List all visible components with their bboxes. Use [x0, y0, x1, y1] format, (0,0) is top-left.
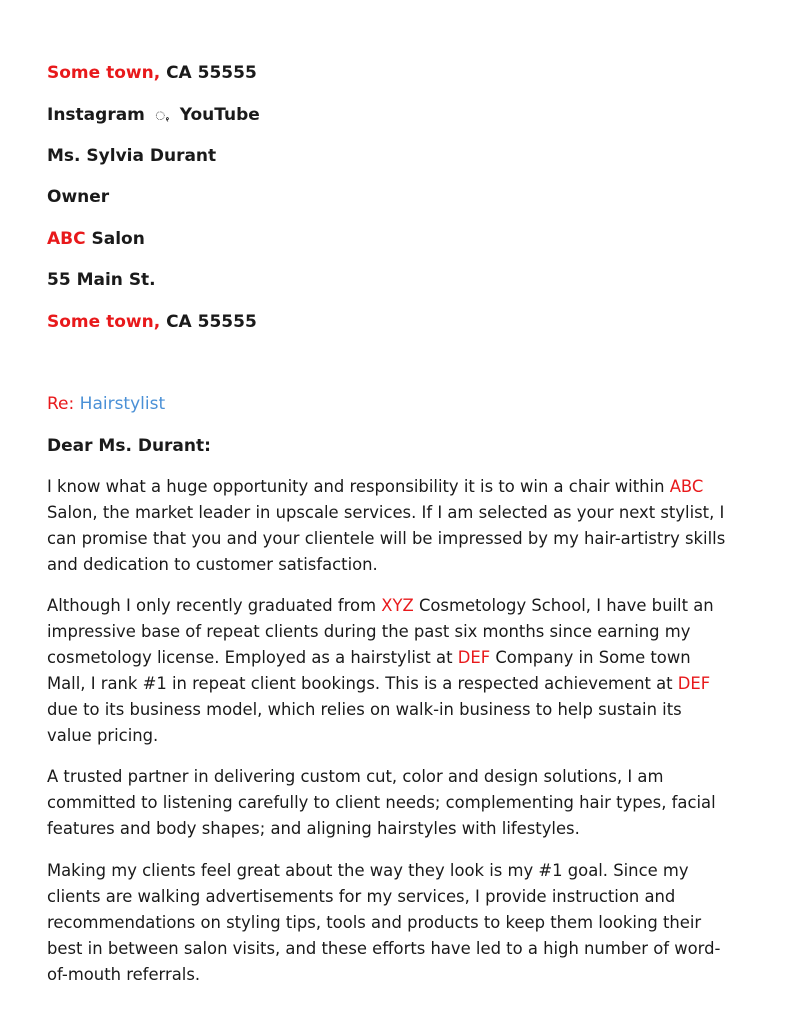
paragraph-line: A trusted partner in delivering custom cut, color and design solutions, I am	[47, 767, 664, 786]
paragraph-line: and dedication to customer satisfaction.	[47, 555, 378, 574]
placeholder-def: DEF	[677, 674, 711, 693]
sender-state-zip: CA 55555	[166, 63, 257, 83]
paragraph-3	[47, 764, 759, 842]
paragraph-2	[47, 593, 759, 749]
paragraph-line	[47, 474, 759, 500]
company-highlight: ABC	[47, 229, 86, 249]
paragraph-1	[47, 474, 759, 578]
social-line	[47, 104, 260, 126]
paragraph-line	[47, 671, 759, 697]
text-run: Although I only recently graduated from	[47, 596, 382, 615]
re-label: Re:	[47, 394, 75, 414]
paragraph-line: clients are walking advertisements for my services, I provide instruction and	[47, 887, 676, 906]
text-run: Mall, I rank #1 in repeat client bookings. This is a respected achievement at	[47, 674, 678, 693]
recipient-company	[47, 228, 145, 250]
paragraph-line: features and body shapes; and aligning hairstyles with lifestyles.	[47, 819, 580, 838]
paragraph-line	[47, 645, 759, 671]
re-value: Hairstylist	[79, 394, 166, 414]
social-youtube: YouTube	[179, 105, 260, 125]
recipient-city-line	[47, 311, 257, 333]
placeholder-abc: ABC	[669, 477, 704, 496]
recipient-street: 55 Main St.	[47, 270, 156, 290]
text-run: Company in Some town	[490, 648, 691, 667]
paragraph-line: best in between salon visits, and these efforts have led to a high number of word-	[47, 939, 721, 958]
placeholder-def: DEF	[457, 648, 491, 667]
paragraph-line: committed to listening carefully to client needs; complementing hair types, facial	[47, 793, 716, 812]
sender-city-line	[47, 62, 257, 84]
paragraph-line: of-mouth referrals.	[47, 965, 201, 984]
recipient-city: Some town,	[47, 312, 161, 332]
re-line	[47, 393, 165, 415]
company-rest: Salon	[91, 229, 145, 249]
paragraph-4	[47, 858, 759, 988]
paragraph-line	[47, 593, 759, 619]
recipient-title: Owner	[47, 187, 110, 207]
recipient-name: Ms. Sylvia Durant	[47, 146, 217, 166]
social-instagram: Instagram	[47, 105, 145, 125]
salutation: Dear Ms. Durant:	[47, 436, 211, 456]
paragraph-line: due to its business model, which relies on walk-in business to help sustain its	[47, 700, 682, 719]
text-run: Cosmetology School, I have built an	[413, 596, 714, 615]
placeholder-xyz: XYZ	[381, 596, 414, 615]
paragraph-line: Salon, the market leader in upscale services. If I am selected as your next stylist, I	[47, 503, 725, 522]
recipient-state-zip: CA 55555	[166, 312, 257, 332]
text-run: cosmetology license. Employed as a hairstylist at	[47, 648, 458, 667]
paragraph-line: Making my clients feel great about the way they look is my #1 goal. Since my	[47, 861, 689, 880]
separator-icon: ꩻ	[154, 105, 170, 125]
paragraph-line: can promise that you and your clientele will be impressed by my hair-artistry skills	[47, 529, 726, 548]
text-run: I know what a huge opportunity and responsibility it is to win a chair within	[47, 477, 670, 496]
paragraph-line: value pricing.	[47, 726, 159, 745]
sender-city: Some town,	[47, 63, 161, 83]
paragraph-line: impressive base of repeat clients during the past six months since earning my	[47, 622, 691, 641]
paragraph-line: recommendations on styling tips, tools and products to keep them looking their	[47, 913, 702, 932]
